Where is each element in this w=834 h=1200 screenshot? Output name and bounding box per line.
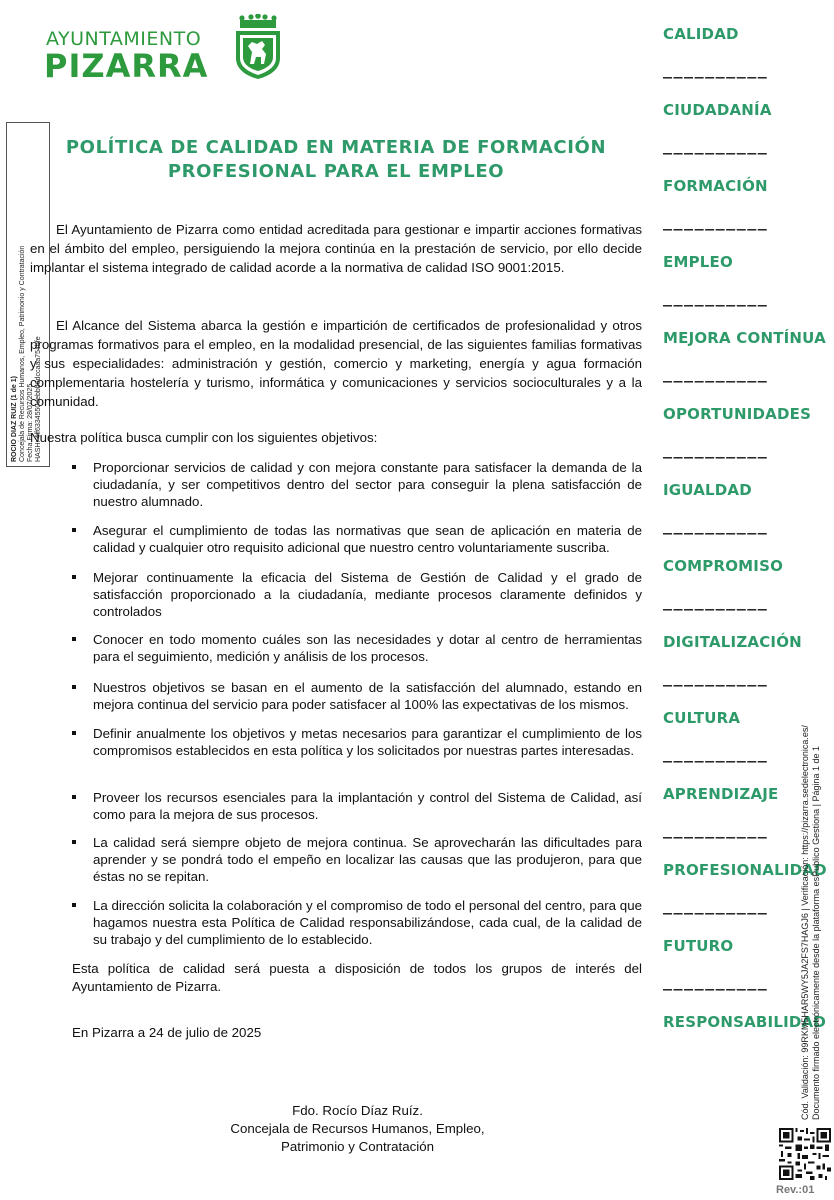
paragraph-closing: Esta política de calidad será puesta a disposición de todos los grupos de interés del Ayuntamiento de Pizarra. — [72, 961, 642, 994]
keyword-divider: __________ — [663, 745, 769, 763]
keyword-item — [663, 101, 833, 155]
keyword-item — [663, 329, 833, 383]
keyword-divider: __________ — [663, 897, 769, 915]
validation-text — [800, 725, 834, 1120]
keyword-divider: __________ — [663, 137, 769, 155]
list-item-text: Mejorar continuamente la eficacia del Sistema de Gestión de Calidad y el grado de satisfacción proporcionado a la ciudadanía, mediante procesos claramente definidos y controlados — [93, 570, 642, 619]
list-item-text: Nuestros objetivos se basan en el aumento de la satisfacción del alumnado, estando en mejora continua del servicio para poder satisfacer al 100% las expectativas de los mismos. — [93, 680, 642, 712]
paragraph-intro: El Ayuntamiento de Pizarra como entidad acreditada para gestionar e impartir acciones formativas en el ámbito del empleo, persiguiendo la mejora continúa en la prestación de servicio, por ello decide implantar el sistema integrado de calidad acorde a la normativa de calidad ISO 9001:2015. — [30, 222, 642, 275]
keyword-divider: __________ — [663, 669, 769, 687]
keyword: CALIDAD — [663, 25, 739, 43]
list-item — [93, 679, 642, 713]
bullet-icon — [72, 685, 76, 689]
bullet-icon — [72, 465, 76, 469]
keyword-item — [663, 405, 833, 459]
list-item-text: Definir anualmente los objetivos y metas necesarios para garantizar el cumplimiento de los compromisos establecidos en esta política y los solicitados por nuestras partes interesadas. — [93, 726, 642, 758]
keyword-item — [663, 253, 833, 307]
document-date: En Pizarra a 24 de julio de 2025 — [72, 1025, 262, 1040]
keyword-item — [663, 177, 833, 231]
document-title — [30, 136, 642, 184]
stamp-line: Concejala de Recursos Humanos, Empleo, Patrimonio y Contratación — [19, 245, 26, 462]
revision-label: Rev.:01 — [776, 1184, 815, 1196]
stamp-line: Fecha Firma: 28/07/2025 — [27, 383, 34, 462]
keyword: APRENDIZAJE — [663, 785, 779, 803]
list-item — [93, 569, 642, 620]
signature-name: Fdo. Rocío Díaz Ruíz. — [292, 1103, 423, 1118]
keyword-item — [663, 481, 833, 535]
title-line1: POLÍTICA DE CALIDAD EN MATERIA DE FORMACIÓN — [65, 137, 607, 158]
keyword: MEJORA CONTÍNUA — [663, 329, 826, 347]
ayuntamiento-logo — [40, 14, 285, 84]
list-item — [93, 522, 642, 556]
logo-line2: PIZARRA — [44, 47, 209, 85]
bullet-icon — [72, 528, 76, 532]
bullet-icon — [72, 637, 76, 641]
keyword-item — [663, 633, 833, 687]
bullet-icon — [72, 731, 76, 735]
signature-block — [200, 1102, 515, 1156]
keyword: DIGITALIZACIÓN — [663, 633, 802, 651]
keyword-divider: __________ — [663, 213, 769, 231]
stamp-line: HASH: 4ff6334550eebbb6dccaaa754bfe — [35, 336, 42, 462]
list-item — [93, 725, 642, 759]
keyword-item — [663, 557, 833, 611]
keyword: IGUALDAD — [663, 481, 752, 499]
keyword: OPORTUNIDADES — [663, 405, 812, 423]
keyword: CIUDADANÍA — [663, 101, 772, 119]
list-item-text: Proporcionar servicios de calidad y con mejora constante para satisfacer la demanda de la ciudadanía, y ser competitivos dentro del sector para conseguir la plena satisfacción de nuestro alumnado. — [93, 460, 642, 509]
list-item-text: Asegurar el cumplimiento de todas las normativas que sean de aplicación en materia de calidad y cualquier otro requisito adicional que nuestro centro voluntariamente suscriba. — [93, 523, 642, 555]
bullet-icon — [72, 795, 76, 799]
stamp-line: ROCIO DIAZ RUIZ (1 de 1) — [11, 376, 18, 462]
keyword: CULTURA — [663, 709, 741, 727]
list-item-text: Proveer los recursos esenciales para la implantación y control del Sistema de Calidad, así como para la mejora de sus procesos. — [93, 790, 642, 822]
bullet-icon — [72, 575, 76, 579]
list-item — [93, 897, 642, 948]
keyword: COMPROMISO — [663, 557, 784, 575]
keyword-divider: __________ — [663, 821, 769, 839]
keyword: FORMACIÓN — [663, 177, 768, 195]
coat-of-arms-icon — [232, 14, 284, 80]
list-item — [93, 459, 642, 510]
signature-role: Concejala de Recursos Humanos, Empleo, — [230, 1121, 485, 1136]
keyword-divider: __________ — [663, 517, 769, 535]
list-item-text: La dirección solicita la colaboración y el compromiso de todo el personal del centro, para que hagamos nuestra esta Política de Calidad responsabilizándose, cada cual, de la calidad de su trabajo y del cumplimiento de lo establecido. — [93, 898, 642, 947]
list-item — [93, 789, 642, 823]
keyword-divider: __________ — [663, 365, 769, 383]
list-item — [93, 631, 642, 665]
bullet-icon — [72, 840, 76, 844]
keyword-divider: __________ — [663, 593, 769, 611]
paragraph-objectives-intro: Nuestra política busca cumplir con los siguientes objetivos: — [30, 430, 378, 445]
validation-line: Documento firmado electrónicamente desde la plataforma esPublico Gestiona | Página 1 de 1 — [810, 745, 821, 1120]
qr-code-icon — [779, 1128, 831, 1180]
validation-line: Cód. Validación: 99RKM5HAR5WY5JA2FS7HAGJ6 | Verificación: https://pizarra.sedelectronica.es/ — [800, 725, 810, 1120]
list-item — [93, 834, 642, 885]
keyword-item — [663, 25, 833, 79]
list-item-text: Conocer en todo momento cuáles son las necesidades y dotar al centro de herramientas para el seguimiento, medición y análisis de los procesos. — [93, 632, 642, 664]
list-item-text: La calidad será siempre objeto de mejora continua. Se aprovecharán las dificultades para aprender y se pondrá todo el empeño en localizar las causas que las produjeron, para que éstas no se repitan. — [93, 835, 642, 884]
keyword: EMPLEO — [663, 253, 733, 271]
keyword: RESPONSABILIDAD — [663, 1013, 826, 1031]
keyword-divider: __________ — [663, 61, 769, 79]
bullet-icon — [72, 903, 76, 907]
keyword: FUTURO — [663, 937, 734, 955]
paragraph-scope: El Alcance del Sistema abarca la gestión e impartición de certificados de profesionalidad y otros programas formativos para el empleo, en la modalidad presencial, de las siguientes familias formativas y sus especialidades: administración y gestión, comercio y marketing, energía y agua formación complementaria hostelería y turismo, informática y comunicaciones y servicios socioculturales y a la comunidad. — [30, 318, 642, 409]
keyword: PROFESIONALIDAD — [663, 861, 827, 879]
keyword-divider: __________ — [663, 289, 769, 307]
keyword-divider: __________ — [663, 441, 769, 459]
keyword-divider: __________ — [663, 973, 769, 991]
title-line2: PROFESIONAL PARA EL EMPLEO — [167, 161, 505, 182]
signature-role: Patrimonio y Contratación — [281, 1139, 434, 1154]
logo-line1: AYUNTAMIENTO — [46, 28, 202, 50]
